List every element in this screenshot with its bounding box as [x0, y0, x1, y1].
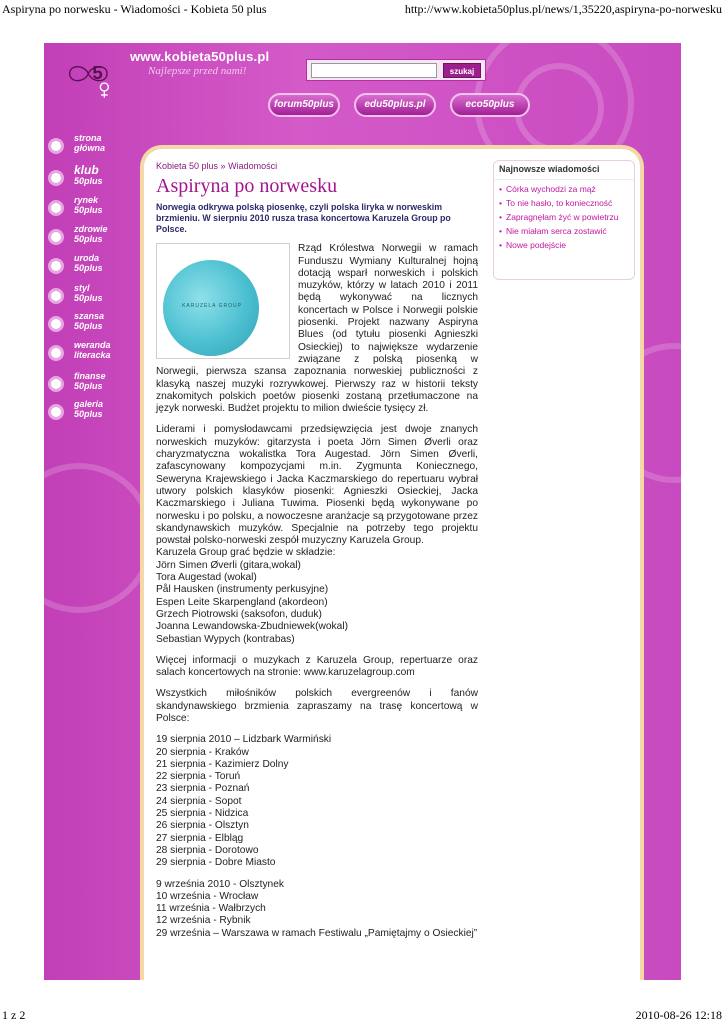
tour-date: 10 września - Wrocław [156, 890, 259, 902]
lineup-intro: Karuzela Group grać będzie w składzie: [156, 547, 336, 559]
side-nav-label [74, 195, 136, 215]
tour-date: 22 sierpnia - Toruń [156, 771, 241, 783]
side-nav-label [74, 311, 136, 331]
tour-date: 25 sierpnia - Nidzica [156, 808, 249, 820]
article-paragraph-1: Rząd Królestwa Norwegii w ramach Funduszu Wymiany Kulturalnej hojną dotacją wsparł norweskich i polskich muzyków, którzy w latach 2010 i 2011 będą wykonywać na licznych koncertach w Polsce i Norwegii polskie piosenki. Projekt nazwany Aspiryna Blues (od tytułu piosenki Agnieszki Osieckiej) to największe wydarzenie związane z polską piosenką w Norwegii, pierwsza szansa zapoznania norweskiej publiczności z klasyką naszej muzyki rozrywkowej. Pierwszy raz w historii teksty znakomitych polskich poetów piosenki zostaną przetłumaczone na język norweski. Budżet projektu to milion dwieście tysięcy zł. [156, 243, 478, 415]
side-nav-label [74, 253, 136, 273]
latest-news-link[interactable]: • To nie hasło, to konieczność [506, 198, 628, 208]
print-page-url: http://www.kobieta50plus.pl/news/1,35220,aspiryna-po-norwesku [404, 2, 722, 16]
tour-date: 11 września - Wałbrzych [156, 903, 266, 915]
side-nav-label-line1: klub [74, 163, 99, 177]
tour-date: 19 sierpnia 2010 – Lidzbark Warmiński [156, 734, 332, 746]
print-page-title: Aspiryna po norwesku - Wiadomości - Kobieta 50 plus [2, 2, 267, 16]
side-nav-label-line2: 50plus [74, 205, 103, 215]
nav-bullet-icon [48, 138, 64, 154]
lineup-item: Tora Augestad (wokal) [156, 572, 257, 584]
side-nav-label [74, 399, 136, 419]
breadcrumb-home-link[interactable]: Kobieta 50 plus [156, 161, 219, 171]
decorative-swirl [44, 463, 154, 613]
article-paragraph-4: Wszystkich miłośników polskich evergreenów i fanów skandynawskiego brzmienia zapraszamy na trasę koncertową w Polsce: [156, 688, 478, 724]
lineup-item: Grzech Piotrowski (saksofon, duduk) [156, 608, 322, 620]
nav-bullet-icon [48, 170, 64, 186]
side-nav-label-line2: 50plus [74, 293, 103, 303]
latest-news-link[interactable]: • Córka wychodzi za mąż [506, 184, 628, 194]
nav-bullet-icon [48, 288, 64, 304]
latest-news-link[interactable]: • Zapragnęłam żyć w powietrzu [506, 212, 628, 222]
side-nav-label [74, 165, 136, 187]
search-button[interactable]: szukaj [443, 63, 481, 78]
print-datetime: 2010-08-26 12:18 [635, 1008, 722, 1022]
sidebar-title: Najnowsze wiadomości [494, 161, 634, 180]
side-nav-label-line2: 50plus [74, 234, 103, 244]
tour-date: 29 sierpnia - Dobre Miasto [156, 857, 276, 869]
article-title: Aspiryna po norwesku [156, 175, 338, 198]
latest-news-link[interactable]: • Nie miałam serca zostawić [506, 226, 628, 236]
lineup-item: Pål Hausken (instrumenty perkusyjne) [156, 584, 329, 596]
tour-date: 28 sierpnia - Dorotowo [156, 844, 259, 856]
nav-bullet-icon [48, 229, 64, 245]
nav-bullet-icon [48, 200, 64, 216]
side-nav-szansa[interactable] [48, 311, 134, 337]
tour-date: 24 sierpnia - Sopot [156, 795, 242, 807]
tour-date: 27 sierpnia - Elbląg [156, 832, 244, 844]
nav-bullet-icon [48, 404, 64, 420]
search-input[interactable] [311, 63, 437, 78]
logo-symbol-icon [54, 59, 124, 99]
tour-dates-august [156, 734, 478, 869]
nav-bullet-icon [48, 376, 64, 392]
side-nav-finanse[interactable] [48, 371, 134, 397]
nav-bullet-icon [48, 316, 64, 332]
print-footer [0, 1006, 724, 1024]
lineup-list [156, 547, 478, 645]
tour-dates-september [156, 879, 478, 940]
nav-forum50plus[interactable]: forum50plus [268, 93, 340, 117]
side-nav-label [74, 283, 136, 303]
side-nav-rynek[interactable] [48, 195, 134, 221]
logo-tagline: Najlepsze przed nami! [148, 65, 247, 77]
article-paragraph-2: Liderami i pomysłodawcami przedsięwzięcia jest dwoje znanych norweskich muzyków: gitarzysta i poeta Jörn Simen Øverli oraz charyzmatyczna wokalistka Tora Augestad. Jörn Simen Øverli, zafascynowany kompozycjami m.in. Zygmunta Koniecznego, Seweryna Krajewskiego i Jacka Kaczmarskiego do repertuaru wybrał utwory polskich klasyków piosenki: Agnieszki Osieckiej, Jacka Kaczmarskiego i Juliana Tuwima. Piosenki będą wykonywane po norwesku i po polsku, a nowoczesne aranżacje są przygotowane przez skandynawskich muzyków. Specjalnie na potrzeby tego projektu powstał polsko-norweski zespół muzyczny Karuzela Group. [156, 424, 478, 547]
side-nav-label-line1: szansa [74, 311, 105, 321]
tour-date: 20 sierpnia - Kraków [156, 746, 249, 758]
logo-url-text: www.kobieta50plus.pl [130, 49, 270, 64]
side-nav-label-line2: 50plus [74, 381, 103, 391]
tour-date: 23 sierpnia - Poznań [156, 783, 250, 795]
side-nav-label-line1: uroda [74, 253, 100, 263]
article-column [156, 160, 478, 940]
side-nav-label [74, 340, 136, 360]
breadcrumb-section-link[interactable]: Wiadomości [228, 161, 278, 171]
tour-date: 21 sierpnia - Kazimierz Dolny [156, 758, 289, 770]
latest-news-sidebar [493, 160, 635, 280]
side-nav-klub[interactable] [48, 165, 134, 191]
latest-news-link[interactable]: • Nowe podejście [506, 240, 628, 250]
side-nav-label-line2: 50plus [74, 176, 103, 186]
side-nav-label-line2: 50plus [74, 409, 103, 419]
lineup-item: Joanna Lewandowska-Zbudniewek(wokal) [156, 621, 348, 633]
nav-bullet-icon [48, 258, 64, 274]
side-nav-label [74, 224, 136, 244]
side-nav-label [74, 371, 136, 391]
nav-eco50plus[interactable]: eco50plus [450, 93, 530, 117]
article-image [156, 243, 290, 359]
side-nav-weranda-literacka[interactable] [48, 340, 134, 366]
nav-edu50plus[interactable]: edu50plus.pl [354, 93, 436, 117]
side-nav-label-line1: galeria [74, 399, 104, 409]
tour-date: 29 września – Warszawa w ramach Festiwalu „Pamiętajmy o Osieckiej” [156, 927, 478, 939]
side-nav-uroda[interactable] [48, 253, 134, 279]
side-nav-styl[interactable] [48, 283, 134, 309]
side-nav-zdrowie[interactable] [48, 224, 134, 250]
article-lead: Norwegia odkrywa polską piosenkę, czyli polska liryka w norweskim brzmieniu. W sierpniu 2010 rusza trasa koncertowa Karuzela Group po Polsce. [156, 202, 451, 235]
side-nav-label-line1: weranda [74, 340, 111, 350]
nav-bullet-icon [48, 345, 64, 361]
breadcrumb-separator: » [218, 161, 229, 171]
lineup-item: Jörn Simen Øverli (gitara,wokal) [156, 559, 301, 571]
side-nav-galeria[interactable] [48, 399, 134, 425]
side-nav-label-line1: styl [74, 283, 90, 293]
image-caption: KARUZELA GROUP [182, 303, 242, 310]
side-nav-label-line2: 50plus [74, 321, 103, 331]
side-nav-label-line2: główna [74, 143, 105, 153]
tour-date: 26 sierpnia - Olsztyn [156, 820, 249, 832]
print-page-number: 1 z 2 [2, 1008, 26, 1022]
side-nav-label-line2: 50plus [74, 263, 103, 273]
print-header [0, 0, 724, 22]
side-nav-label-line2: literacka [74, 350, 111, 360]
side-nav-label-line1: strona [74, 133, 102, 143]
lineup-item: Sebastian Wypych (kontrabas) [156, 633, 295, 645]
side-nav-strona-glowna[interactable] [48, 133, 134, 159]
search-bar [306, 59, 486, 81]
tour-date: 12 września - Rybnik [156, 915, 251, 927]
lineup-item: Espen Leite Skarpengland (akordeon) [156, 596, 328, 608]
latest-news-list [494, 180, 634, 250]
article-paragraph-3: Więcej informacji o muzykach z Karuzela Group, repertuarze oraz salach koncertowych na stronie: www.karuzelagroup.com [156, 654, 478, 679]
site-logo[interactable] [52, 47, 272, 127]
breadcrumb [156, 160, 478, 172]
side-nav-label-line1: rynek [74, 195, 99, 205]
tour-date: 9 września 2010 - Olsztynek [156, 878, 284, 890]
svg-text:5: 5 [92, 62, 103, 83]
side-nav-label-line1: zdrowie [74, 224, 108, 234]
side-nav-label-line1: finanse [74, 371, 106, 381]
side-nav-label [74, 133, 136, 153]
